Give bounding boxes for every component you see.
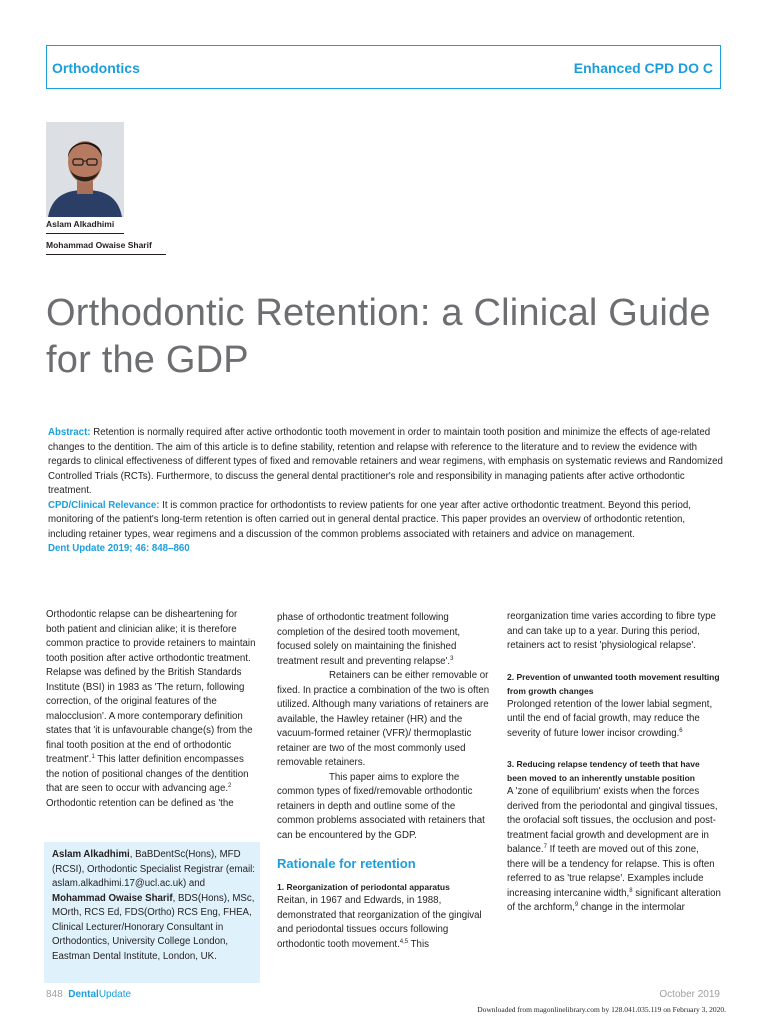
abstract-text: Retention is normally required after active orthodontic tooth movement in order to maintain tooth position and minimize the effects of age-related changes to the dentition. The aim of this article is to define stability, retention and relapse with reference to the literature and to review the evidence with regards to clinical effectiveness of different types of fixed and removable retainers and wear regimens, with emphasis on systematic reviews and Randomized Controlled Trials (RCTs). Furthermore, to discuss the general dental practitioner's role and responsibility in managing patients after active orthodontic treatment. (48, 427, 723, 496)
col2-para-1: phase of orthodontic treatment following completion of the desired tooth movement, focused solely on maintaining the finished treatment result and preventing relapse'. (277, 612, 461, 667)
col3-para-3c: significant alteration of the archform, (507, 887, 721, 913)
col2-para-3: This paper aims to explore the common types of fixed/removable orthodontic retainers in depth and outline some of the common problems associated with retainers that can be encountered by the GDP. (277, 771, 485, 841)
issue-date: October 2019 (659, 989, 720, 1000)
section-heading-rationale: Rationale for retention (277, 856, 416, 871)
ref-superscript: 3 (450, 655, 454, 662)
author-name-2: Mohammad Owaise Sharif (46, 240, 166, 255)
author-affiliation-box (44, 842, 260, 983)
cpd-relevance-text: It is common practice for orthodontists to review patients for one year after active orthodontic treatment. Beyond this period, monitoring of the patient's long-term retention is often carried out in general dental practice. This paper provides an overview of orthodontic retention, including retainer types, wear regimens and a discussion of the common problems associated with retainers and advice on management. (48, 499, 691, 540)
abstract-block (48, 426, 723, 557)
journal-name-bold: Dental (68, 989, 99, 1000)
body-column-3 (507, 610, 721, 916)
ref-superscript: 2 (228, 782, 232, 789)
col3-para-3d: change in the intermolar (578, 902, 685, 913)
article-title: Orthodontic Retention: a Clinical Guide for the GDP (46, 292, 711, 381)
journal-name-rest: Update (98, 989, 132, 1000)
ref-superscript: 7 (543, 843, 547, 850)
col1-text-c: Orthodontic retention can be defined as 'the (46, 797, 234, 809)
author-name-1: Aslam Alkadhimi (46, 219, 124, 234)
citation: Dent Update 2019; 46: 848–860 (48, 543, 190, 554)
section-label: Orthodontics (52, 60, 140, 76)
cpd-relevance-label: CPD/Clinical Relevance: (48, 499, 160, 511)
author-photo (46, 122, 124, 217)
page-number: 848 (46, 989, 63, 1000)
affil-name-2: Mohammad Owaise Sharif (52, 892, 173, 904)
affil-text-2: , BDS(Hons), MSc, MOrth, RCS Ed, FDS(Ortho) RCS Eng, FHEA, Clinical Lecturer/Honorary Consultant in Orthodontics, University College London, Eastman Dental Institute, London, UK. (52, 892, 255, 962)
download-notice: Downloaded from magonlinelibrary.com by 128.041.035.119 on February 3, 2020. (477, 1005, 726, 1014)
subheading-2: 2. Prevention of unwanted tooth movement resulting from growth changes (507, 671, 720, 696)
subheading-3: 3. Reducing relapse tendency of teeth that have been moved to an inherently unstable position (507, 759, 700, 783)
ref-superscript: 8 (629, 887, 633, 894)
col3-para-3a: A 'zone of equilibrium' exists when the forces derived from the periodontal and gingival tissues, the orofacial soft tissues, the occlusion and post-treatment facial growth and development are in balance. (507, 786, 718, 855)
section-header-box (46, 45, 721, 89)
col2-para-4: Reitan, in 1967 and Edwards, in 1988, demonstrated that reorganization of the gingival and periodontal tissues occurs following orthodontic tooth movement. (277, 895, 482, 950)
col2-para-2: Retainers can be either removable or fixed. In practice a combination of the two is often utilized. Although many variations of retainers are available, the Hawley retainer (HR) and the vacuum-formed retainer (VFR)/ thermoplastic retainer are two of the most commonly used removable retainers. (277, 670, 490, 768)
abstract-label: Abstract: (48, 427, 91, 438)
col2-para-4b: This (408, 938, 429, 950)
col1-text-a: Orthodontic relapse can be disheartening for both patient and clinician alike; it is therefore common practice to provide retainers to maintain tooth position after active orthodontic treatment. Relapse was defined by the British Standards Institute (BSI) in 1983 as 'The return, following correction, of the original features of the malocclusion'. A more contemporary definition states that 'it is unfavourable change(s) from the final tooth position at the end of orthodontic treatment'. (46, 609, 256, 765)
footer-left (46, 989, 131, 1000)
affil-text-1: , BaBDentSc(Hons), MFD (RCSI), Orthodontic Specialist Registrar (email: aslam.alkadhimi.17@ucl.ac.uk) and (52, 849, 255, 889)
body-column-2 (277, 611, 491, 952)
col3-para-3b: If teeth are moved out of this zone, there will be a tendency for relapse. This is often referred to as 'true relapse'. Examples include increasing intercanine width, (507, 844, 715, 899)
cpd-label: Enhanced CPD DO C (573, 60, 713, 76)
subheading-1: 1. Reorganization of periodontal apparatus (277, 882, 450, 892)
ref-superscript: 9 (574, 901, 579, 908)
col1-text-b: This latter definition encompasses the notion of positional changes of the dentition that are seen to occur with advancing age. (46, 754, 249, 794)
ref-superscript: 6 (679, 727, 683, 734)
ref-superscript: 4,5 (399, 938, 409, 945)
col3-para-1: reorganization time varies according to fibre type and can take up to a year. During this period, retainers act to resist 'physiological relapse'. (507, 611, 716, 651)
col3-para-2: Prolonged retention of the lower labial segment, until the end of facial growth, may reduce the severity of future lower incisor crowding. (507, 698, 713, 739)
ref-superscript: 1 (91, 753, 95, 760)
body-column-1 (46, 608, 258, 811)
affil-name-1: Aslam Alkadhimi (52, 849, 130, 860)
